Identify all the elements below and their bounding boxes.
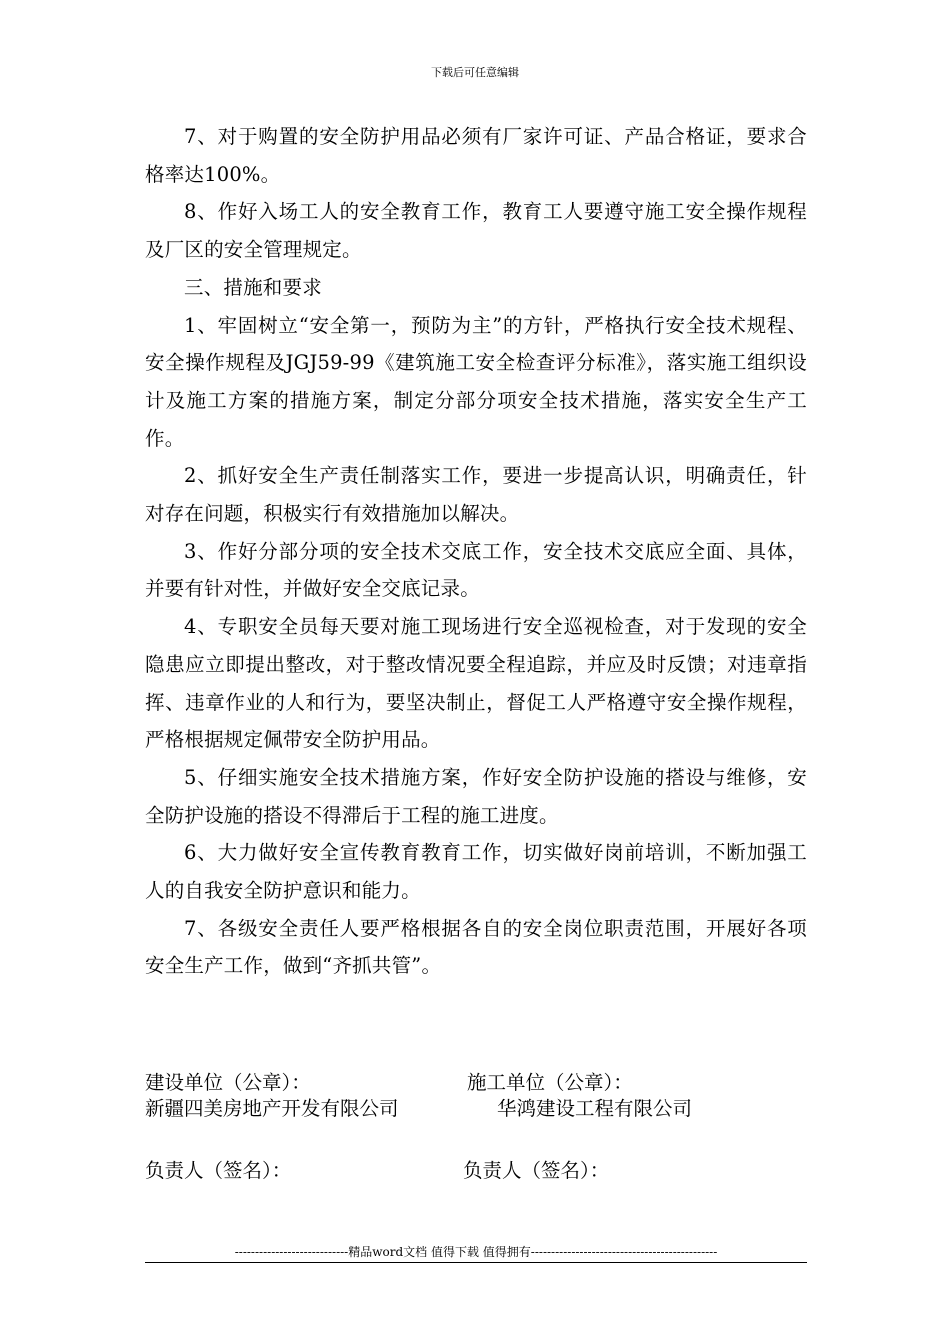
contractor-responsible-signature: 负责人（签名）： <box>463 1159 610 1182</box>
document-body <box>145 118 807 985</box>
client-company-name: 新疆四美房地产开发有限公司 <box>145 1097 399 1120</box>
paragraph-measure-1: 1、牢固树立“安全第一，预防为主”的方针，严格执行安全技术规程、安全操作规程及JGJ59-99《建筑施工安全检查评分标准》，落实施工组织设计及施工方案的措施方案，制定分部分项安全技术措施，落实安全生产工作。 <box>145 313 807 450</box>
page-footer-note: ----------------------------精品word文档 值得下载 值得拥有---------------------------------------------- <box>234 1245 718 1259</box>
paragraph-measure-7: 7、各级安全责任人要严格根据各自的安全岗位职责范围，开展好各项安全生产工作，做到“齐抓共管”。 <box>145 916 807 978</box>
paragraph-measure-6: 6、大力做好安全宣传教育教育工作，切实做好岗前培训，不断加强工人的自我安全防护意识和能力。 <box>145 841 807 903</box>
paragraph-measure-5: 5、仔细实施安全技术措施方案，作好安全防护设施的搭设与维修，安全防护设施的搭设不得滞后于工程的施工进度。 <box>145 765 807 827</box>
paragraph-measure-3: 3、作好分部分项的安全技术交底工作，安全技术交底应全面、具体，并要有针对性，并做好安全交底记录。 <box>145 539 807 601</box>
paragraph-measure-2: 2、抓好安全生产责任制落实工作，要进一步提高认识，明确责任，针对存在问题，积极实行有效措施加以解决。 <box>145 464 807 526</box>
client-responsible-signature: 负责人（签名）： <box>145 1159 292 1182</box>
client-unit-label: 建设单位（公章）： <box>145 1071 311 1094</box>
page-header-note: 下载后可任意编辑 <box>431 66 519 79</box>
section-heading-measures: 三、措施和要求 <box>184 275 322 299</box>
paragraph-item-7-procurement: 7、对于购置的安全防护用品必须有厂家许可证、产品合格证，要求合格率达100%。 <box>145 125 807 186</box>
footer-divider <box>145 1262 807 1263</box>
contractor-unit-label: 施工单位（公章）： <box>467 1071 633 1094</box>
contractor-company-name: 华鸿建设工程有限公司 <box>497 1097 693 1120</box>
paragraph-measure-4: 4、专职安全员每天要对施工现场进行安全巡视检查，对于发现的安全隐患应立即提出整改，对于整改情况要全程追踪，并应及时反馈；对违章指挥、违章作业的人和行为，要坚决制止，督促工人严格遵守安全操作规程，严格根据规定佩带安全防护用品。 <box>145 615 807 752</box>
paragraph-item-8-education: 8、作好入场工人的安全教育工作，教育工人要遵守施工安全操作规程及厂区的安全管理规定。 <box>145 200 807 262</box>
